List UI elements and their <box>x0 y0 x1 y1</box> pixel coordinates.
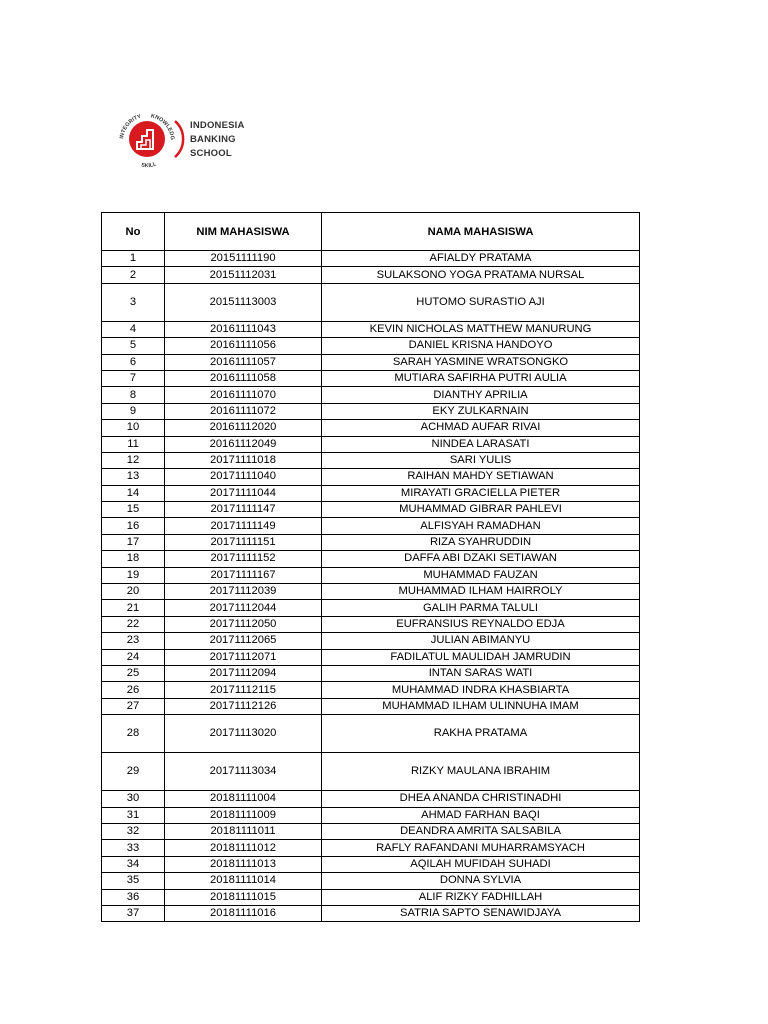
logo-wordmark <box>190 119 245 161</box>
cell-nim: 20171111044 <box>165 485 322 501</box>
cell-nama: DIANTHY APRILIA <box>322 387 640 403</box>
table-row <box>102 502 640 518</box>
table-row <box>102 403 640 419</box>
logo-ring-right-text: KNOWLEDG <box>150 113 176 141</box>
cell-nama: FADILATUL MAULIDAH JAMRUDIN <box>322 649 640 665</box>
table-row <box>102 321 640 337</box>
cell-nama: KEVIN NICHOLAS MATTHEW MANURUNG <box>322 321 640 337</box>
cell-nim: 20171112094 <box>165 665 322 681</box>
cell-nim: 20181111016 <box>165 905 322 921</box>
cell-nama: ALFISYAH RAMADHAN <box>322 518 640 534</box>
table-row <box>102 823 640 839</box>
cell-no: 31 <box>102 807 165 823</box>
cell-no: 28 <box>102 715 165 753</box>
table-row <box>102 370 640 386</box>
table-row <box>102 715 640 753</box>
cell-nim: 20171111151 <box>165 534 322 550</box>
cell-nim: 20181111014 <box>165 873 322 889</box>
table-row <box>102 354 640 370</box>
header-nama: NAMA MAHASISWA <box>322 213 640 251</box>
cell-nim: 20161111057 <box>165 354 322 370</box>
cell-no: 29 <box>102 753 165 791</box>
cell-nim: 20171113020 <box>165 715 322 753</box>
cell-no: 11 <box>102 436 165 452</box>
cell-nim: 20171112044 <box>165 600 322 616</box>
cell-no: 23 <box>102 633 165 649</box>
cell-nim: 20171111149 <box>165 518 322 534</box>
cell-no: 27 <box>102 698 165 714</box>
table-row <box>102 551 640 567</box>
logo-ring-top-text: INTEGRITY <box>119 113 142 140</box>
table-row <box>102 616 640 632</box>
table-row <box>102 338 640 354</box>
cell-nim: 20181111004 <box>165 791 322 807</box>
table-row <box>102 905 640 921</box>
table-row <box>102 420 640 436</box>
cell-no: 22 <box>102 616 165 632</box>
cell-nim: 20171112126 <box>165 698 322 714</box>
cell-nama: ALIF RIZKY FADHILLAH <box>322 889 640 905</box>
cell-nama: DEANDRA AMRITA SALSABILA <box>322 823 640 839</box>
cell-nama: DANIEL KRISNA HANDOYO <box>322 338 640 354</box>
table-row <box>102 567 640 583</box>
cell-no: 14 <box>102 485 165 501</box>
cell-nama: AHMAD FARHAN BAQI <box>322 807 640 823</box>
table-row <box>102 387 640 403</box>
cell-nama: RAFLY RAFANDANI MUHARRAMSYACH <box>322 840 640 856</box>
table-row <box>102 856 640 872</box>
cell-nama: SARAH YASMINE WRATSONGKO <box>322 354 640 370</box>
cell-nama: RIZA SYAHRUDDIN <box>322 534 640 550</box>
cell-no: 8 <box>102 387 165 403</box>
cell-no: 16 <box>102 518 165 534</box>
table-row <box>102 633 640 649</box>
table-header-row <box>102 213 640 251</box>
cell-nim: 20161111070 <box>165 387 322 403</box>
cell-no: 4 <box>102 321 165 337</box>
cell-nim: 20151113003 <box>165 283 322 321</box>
cell-nama: RAKHA PRATAMA <box>322 715 640 753</box>
cell-nama: SARI YULIS <box>322 452 640 468</box>
cell-no: 35 <box>102 873 165 889</box>
cell-no: 18 <box>102 551 165 567</box>
cell-no: 15 <box>102 502 165 518</box>
table-row <box>102 807 640 823</box>
table-row <box>102 649 640 665</box>
cell-nama: MUHAMMAD GIBRAR PAHLEVI <box>322 502 640 518</box>
cell-nama: HUTOMO SURASTIO AJI <box>322 283 640 321</box>
cell-nim: 20171111040 <box>165 469 322 485</box>
cell-nama: DHEA ANANDA CHRISTINADHI <box>322 791 640 807</box>
cell-no: 6 <box>102 354 165 370</box>
table-row <box>102 518 640 534</box>
table-row <box>102 753 640 791</box>
cell-nama: MUTIARA SAFIRHA PUTRI AULIA <box>322 370 640 386</box>
cell-nama: MUHAMMAD FAUZAN <box>322 567 640 583</box>
table-row <box>102 840 640 856</box>
cell-nama: SATRIA SAPTO SENAWIDJAYA <box>322 905 640 921</box>
cell-nama: SULAKSONO YOGA PRATAMA NURSAL <box>322 267 640 283</box>
cell-nama: AFIALDY PRATAMA <box>322 251 640 267</box>
cell-nama: EUFRANSIUS REYNALDO EDJA <box>322 616 640 632</box>
cell-nim: 20171111147 <box>165 502 322 518</box>
cell-no: 7 <box>102 370 165 386</box>
cell-nama: MUHAMMAD ILHAM HAIRROLY <box>322 584 640 600</box>
school-logo <box>115 107 255 171</box>
cell-no: 26 <box>102 682 165 698</box>
table-row <box>102 791 640 807</box>
table-row <box>102 698 640 714</box>
cell-nim: 20161111058 <box>165 370 322 386</box>
cell-nim: 20161112049 <box>165 436 322 452</box>
cell-nama: ACHMAD AUFAR RIVAI <box>322 420 640 436</box>
cell-nim: 20171111018 <box>165 452 322 468</box>
cell-nim: 20171112050 <box>165 616 322 632</box>
cell-no: 2 <box>102 267 165 283</box>
table-row <box>102 873 640 889</box>
logo-emblem-icon <box>115 107 187 171</box>
table-row <box>102 584 640 600</box>
cell-no: 20 <box>102 584 165 600</box>
cell-no: 36 <box>102 889 165 905</box>
cell-nim: 20171111167 <box>165 567 322 583</box>
logo-line-3: SCHOOL <box>190 148 232 159</box>
table-row <box>102 485 640 501</box>
cell-nama: AQILAH MUFIDAH SUHADI <box>322 856 640 872</box>
cell-nim: 20171112115 <box>165 682 322 698</box>
cell-nim: 20181111012 <box>165 840 322 856</box>
cell-nama: MIRAYATI GRACIELLA PIETER <box>322 485 640 501</box>
cell-no: 3 <box>102 283 165 321</box>
table-row <box>102 600 640 616</box>
student-table <box>101 212 640 922</box>
table-row <box>102 469 640 485</box>
cell-nama: DONNA SYLVIA <box>322 873 640 889</box>
table-row <box>102 889 640 905</box>
cell-no: 21 <box>102 600 165 616</box>
cell-nim: 20161111056 <box>165 338 322 354</box>
table-row <box>102 452 640 468</box>
table-row <box>102 267 640 283</box>
cell-no: 32 <box>102 823 165 839</box>
cell-nim: 20181111011 <box>165 823 322 839</box>
table-body <box>102 251 640 922</box>
cell-no: 13 <box>102 469 165 485</box>
table-row <box>102 251 640 267</box>
table-row <box>102 682 640 698</box>
cell-no: 9 <box>102 403 165 419</box>
cell-no: 19 <box>102 567 165 583</box>
cell-no: 33 <box>102 840 165 856</box>
cell-no: 25 <box>102 665 165 681</box>
cell-nim: 20161112020 <box>165 420 322 436</box>
cell-nim: 20171111152 <box>165 551 322 567</box>
cell-nama: EKY ZULKARNAIN <box>322 403 640 419</box>
cell-no: 5 <box>102 338 165 354</box>
cell-no: 24 <box>102 649 165 665</box>
table-row <box>102 436 640 452</box>
logo-ring-bottom-text: SKILL <box>140 161 158 170</box>
cell-nim: 20171112071 <box>165 649 322 665</box>
cell-nama: GALIH PARMA TALULI <box>322 600 640 616</box>
cell-no: 1 <box>102 251 165 267</box>
header-no: No <box>102 213 165 251</box>
cell-no: 10 <box>102 420 165 436</box>
cell-nama: JULIAN ABIMANYU <box>322 633 640 649</box>
cell-nama: NINDEA LARASATI <box>322 436 640 452</box>
cell-nim: 20161111043 <box>165 321 322 337</box>
logo-line-2: BANKING <box>190 134 236 145</box>
cell-nim: 20181111009 <box>165 807 322 823</box>
cell-nama: DAFFA ABI DZAKI SETIAWAN <box>322 551 640 567</box>
cell-nim: 20151111190 <box>165 251 322 267</box>
cell-nim: 20151112031 <box>165 267 322 283</box>
table-row <box>102 534 640 550</box>
cell-nim: 20181111015 <box>165 889 322 905</box>
cell-nim: 20171112065 <box>165 633 322 649</box>
cell-nama: MUHAMMAD INDRA KHASBIARTA <box>322 682 640 698</box>
cell-no: 37 <box>102 905 165 921</box>
cell-nim: 20171112039 <box>165 584 322 600</box>
cell-nama: INTAN SARAS WATI <box>322 665 640 681</box>
logo-line-1: INDONESIA <box>190 120 245 131</box>
header-nim: NIM MAHASISWA <box>165 213 322 251</box>
table-row <box>102 283 640 321</box>
cell-nim: 20181111013 <box>165 856 322 872</box>
cell-nim: 20171113034 <box>165 753 322 791</box>
cell-no: 12 <box>102 452 165 468</box>
cell-nama: RAIHAN MAHDY SETIAWAN <box>322 469 640 485</box>
cell-no: 30 <box>102 791 165 807</box>
cell-no: 34 <box>102 856 165 872</box>
cell-nama: RIZKY MAULANA IBRAHIM <box>322 753 640 791</box>
cell-nama: MUHAMMAD ILHAM ULINNUHA IMAM <box>322 698 640 714</box>
cell-no: 17 <box>102 534 165 550</box>
table-row <box>102 665 640 681</box>
cell-nim: 20161111072 <box>165 403 322 419</box>
